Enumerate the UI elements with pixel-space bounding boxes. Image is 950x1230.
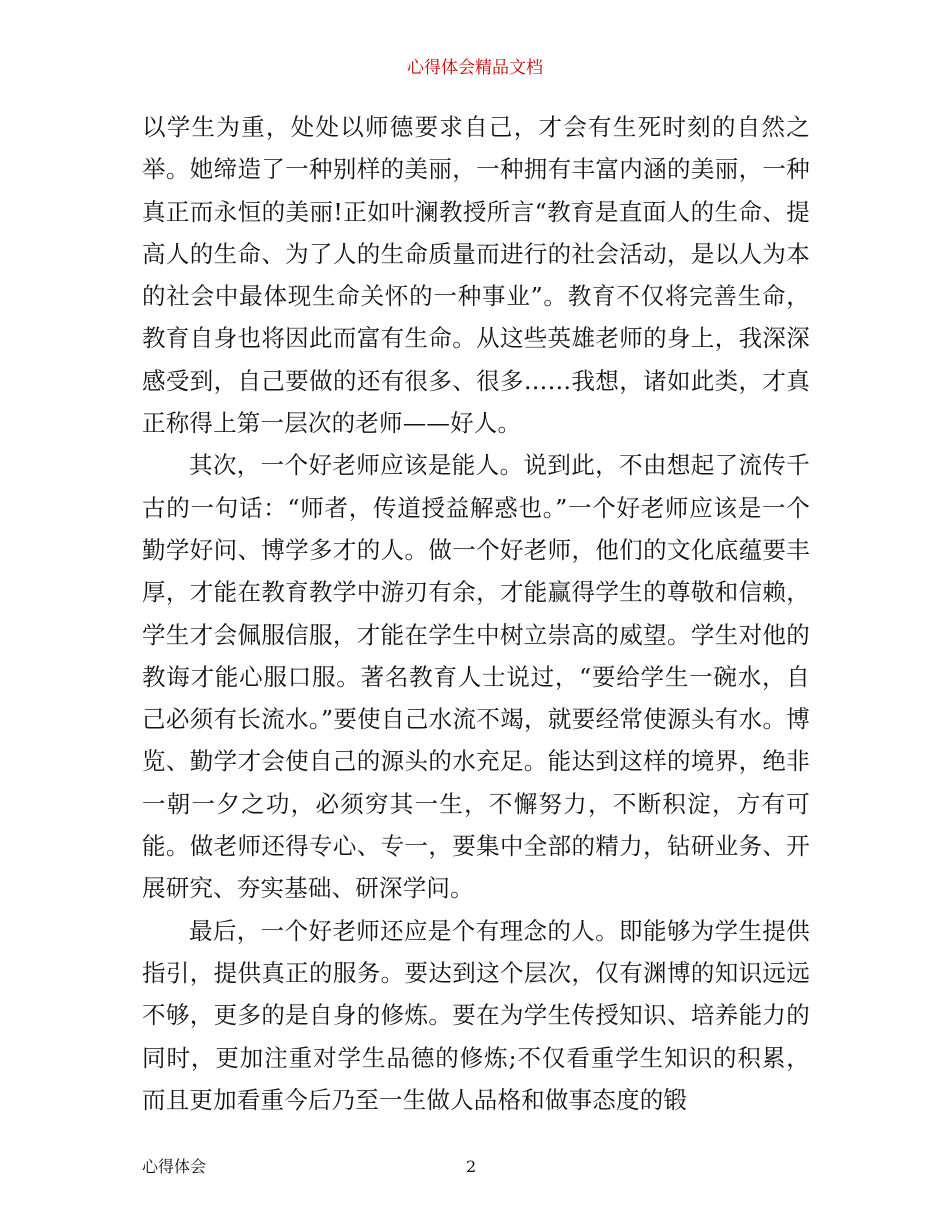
paragraph-1: 以学生为重，处处以师德要求自己，才会有生死时刻的自然之举。她缔造了一种别样的美丽，一种拥有丰富内涵的美丽，一种真正而永恒的美丽!正如叶澜教授所言“教育是直面人的生命、提高人的生命、为了人的生命质量而进行的社会活动，是以人为本的社会中最体现生命关怀的一种事业”。教育不仅将完善生命，教育自身也将因此而富有生命。从这些英雄老师的身上，我深深感受到，自己要做的还有很多、很多……我想，诸如此类，才真正称得上第一层次的老师——好人。 [142, 113, 810, 438]
paragraph-3: 最后，一个好老师还应是个有理念的人。即能够为学生提供指引，提供真正的服务。要达到这个层次，仅有渊博的知识远远不够，更多的是自身的修炼。要在为学生传授知识、培养能力的同时，更加注重对学生品德的修炼;不仅看重学生知识的积累，而且更加看重今后乃至一生做人品格和做事态度的锻 [142, 916, 810, 1114]
page-number: 2 [466, 1157, 477, 1176]
footer-label: 心得体会 [142, 1157, 207, 1176]
paragraph-2: 其次，一个好老师应该是能人。说到此，不由想起了流传千古的一句话：“师者，传道授益解惑也。”一个好老师应该是一个勤学好问、博学多才的人。做一个好老师，他们的文化底蕴要丰厚，才能在教育教学中游刃有余，才能赢得学生的尊敬和信赖，学生才会佩服信服，才能在学生中树立崇高的威望。学生对他的教诲才能心服口服。著名教育人士说过，“要给学生一碗水，自己必须有长流水。”要使自己水流不竭，就要经常使源头有水。博览、勤学才会使自己的源头的水充足。能达到这样的境界，绝非一朝一夕之功，必须穷其一生，不懈努力，不断积淀，方有可能。做老师还得专心、专一，要集中全部的精力，钻研业务、开展研究、夯实基础、研深学问。 [142, 451, 810, 903]
document-body [142, 106, 810, 1121]
page-header-title: 心得体会精品文档 [407, 58, 543, 78]
